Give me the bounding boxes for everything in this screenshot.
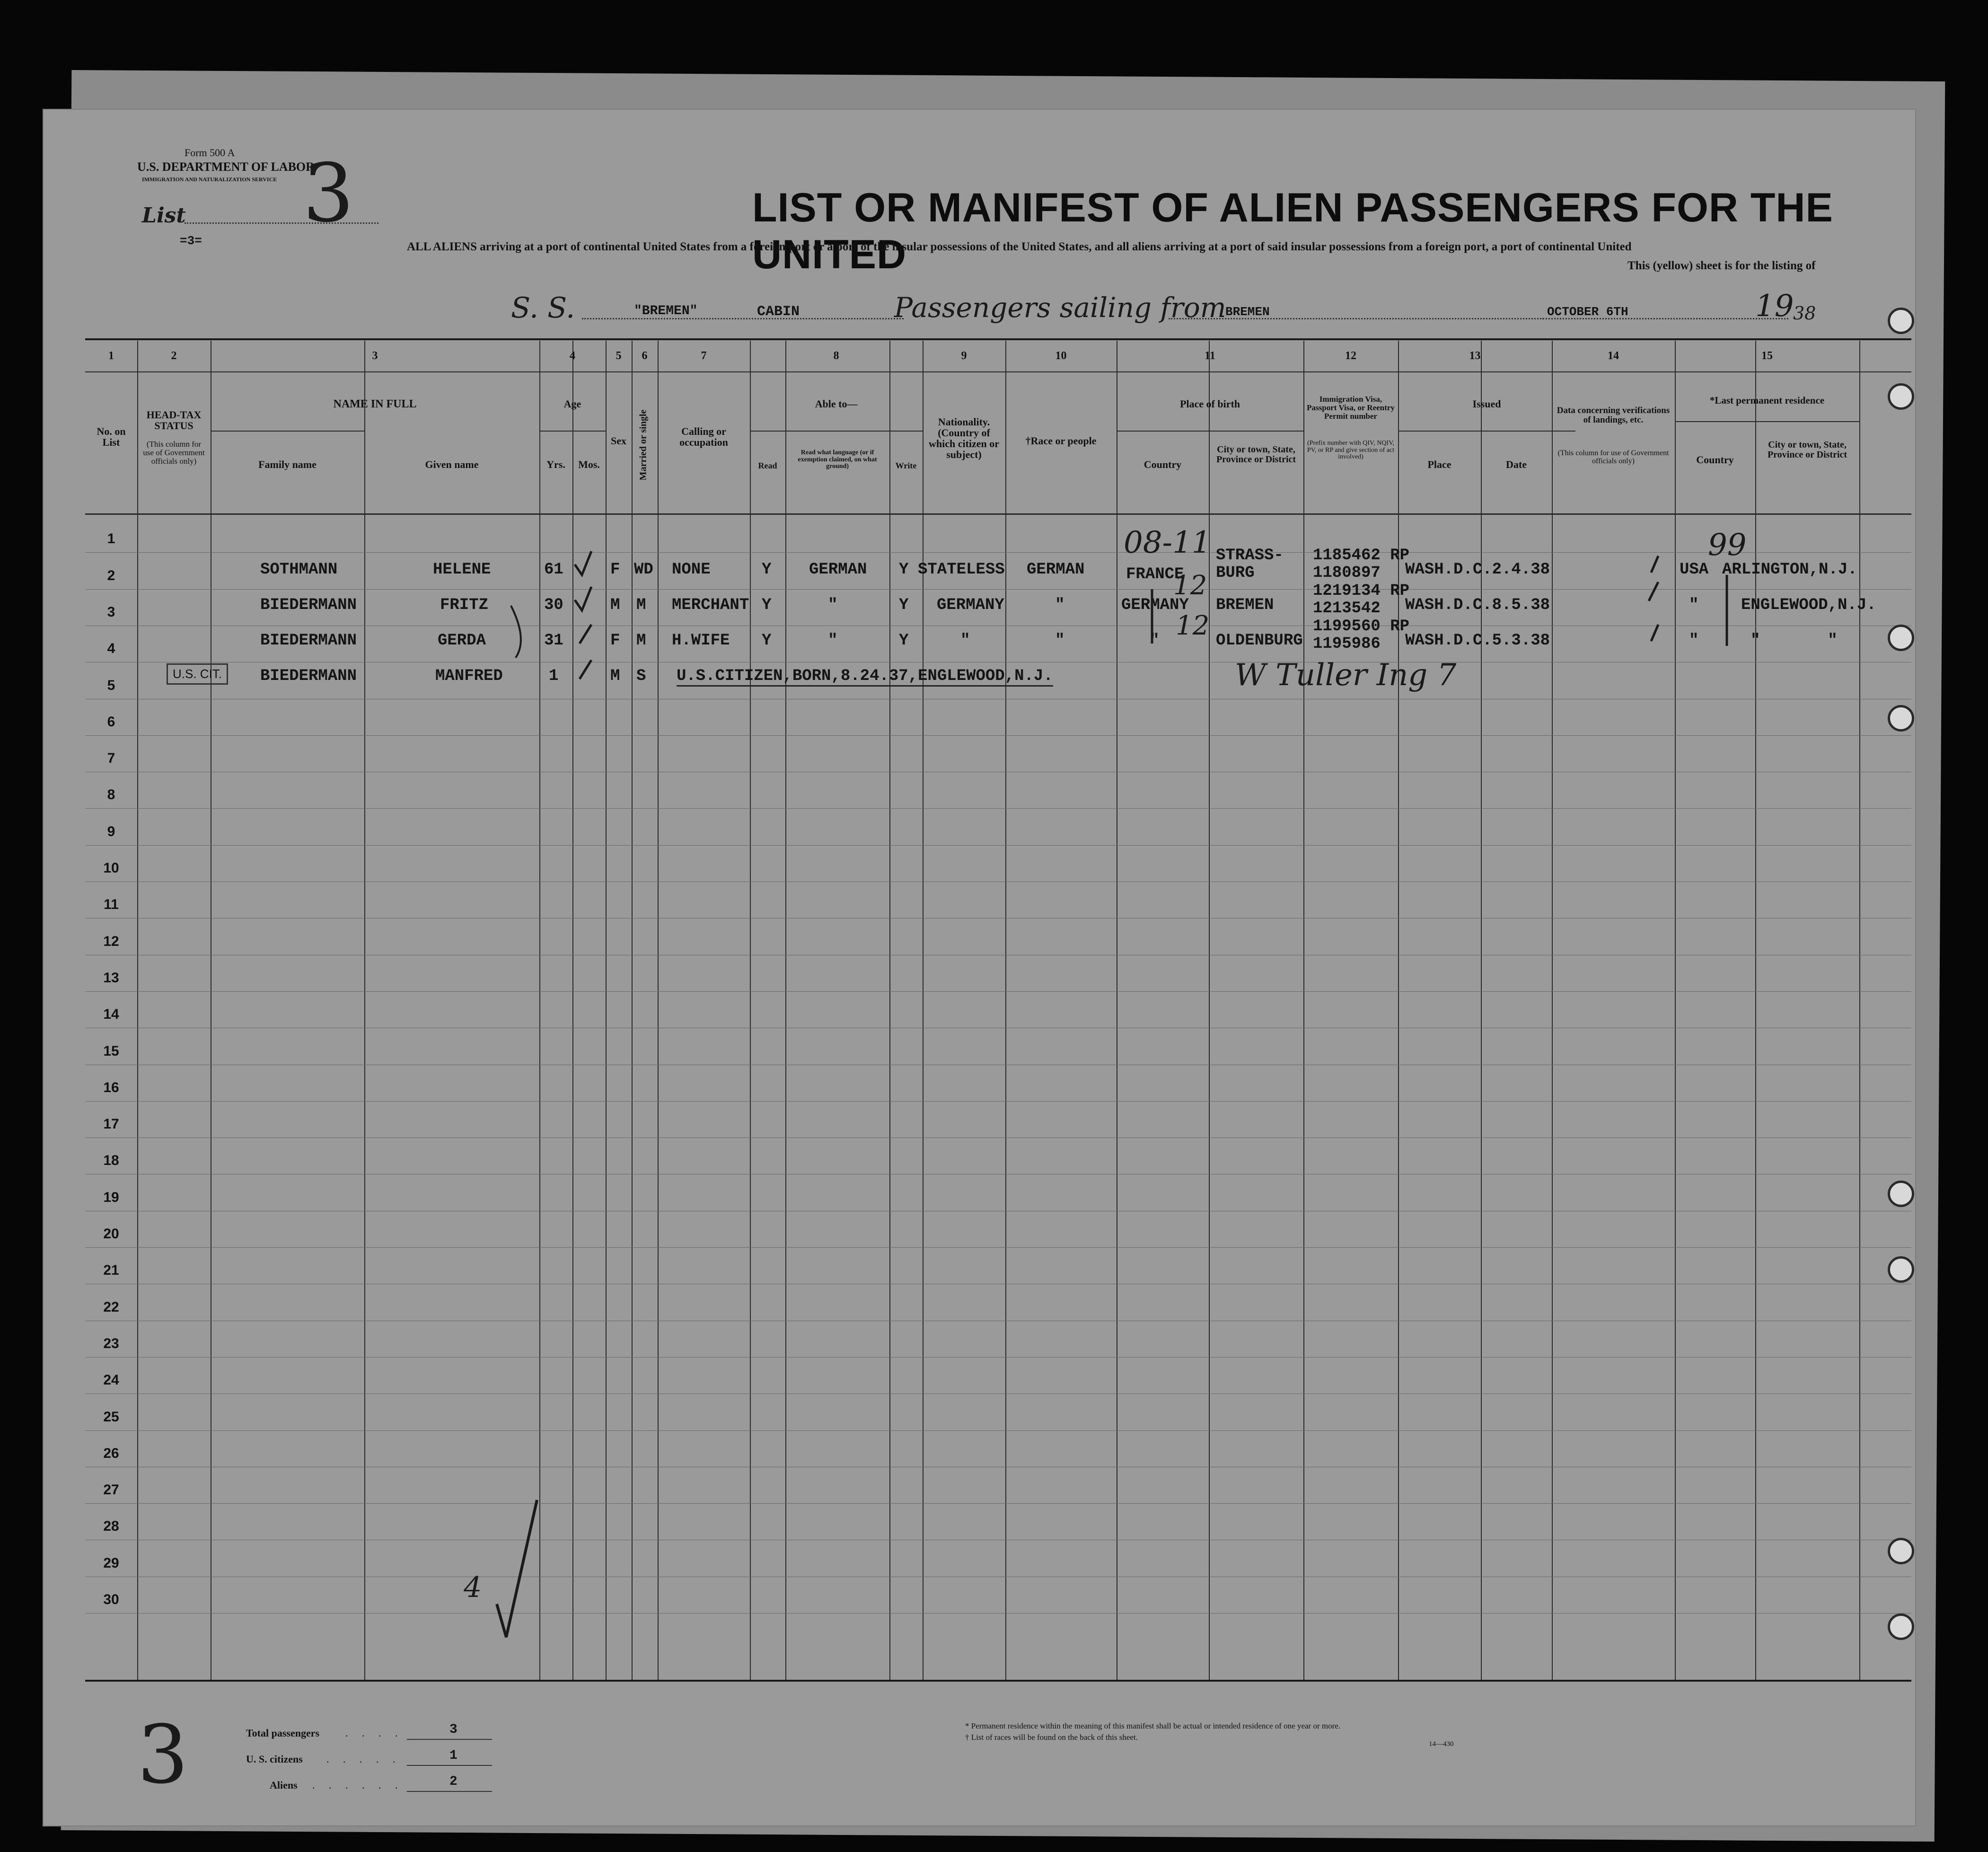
row4-given: MANFRED bbox=[435, 667, 503, 685]
hdr-write: Write bbox=[895, 461, 917, 470]
row-number: 25 bbox=[103, 1409, 119, 1425]
row-number: 15 bbox=[103, 1043, 119, 1059]
hdr-given-name: Given name bbox=[425, 459, 479, 470]
row1-bcountry: FRANCE bbox=[1126, 565, 1184, 583]
row3-rcity: " " bbox=[1750, 632, 1838, 650]
row1-family: SOTHMANN bbox=[260, 561, 338, 579]
pen-marks bbox=[43, 109, 1916, 1826]
manifest-sheet bbox=[43, 109, 1916, 1826]
handwritten-note: 12 bbox=[1173, 570, 1207, 601]
colnum-6: 6 bbox=[642, 350, 648, 362]
hdr-sex: Sex bbox=[611, 435, 626, 447]
us-citizen-stamp: U.S. CIT. bbox=[167, 663, 228, 685]
row3-bcity1: OLDENBURG bbox=[1216, 632, 1303, 650]
binder-hole bbox=[1888, 383, 1914, 410]
binder-hole bbox=[1888, 1181, 1914, 1207]
check-mark bbox=[1649, 582, 1658, 601]
row2-visa2: 1213542 bbox=[1313, 600, 1381, 617]
row-number: 9 bbox=[107, 823, 115, 839]
department: U.S. DEPARTMENT OF LABOR bbox=[137, 160, 315, 174]
row2-rcity: ENGLEWOOD,N.J. bbox=[1741, 596, 1876, 614]
handwritten-note: 4 bbox=[464, 1571, 482, 1604]
hdr-married: Married or single bbox=[638, 409, 649, 481]
subtitle-2: This (yellow) sheet is for the listing of bbox=[1627, 259, 1816, 272]
colnum-4: 4 bbox=[570, 350, 575, 362]
footnote-2: † List of races will be found on the back of this sheet. bbox=[965, 1733, 1138, 1742]
row3-sex: F bbox=[610, 632, 620, 650]
ss-label: S. S. bbox=[511, 291, 575, 325]
row2-sex: M bbox=[610, 596, 620, 614]
form-code: 14—430 bbox=[1429, 1740, 1454, 1748]
hdr-last-res: *Last permanent residence bbox=[1709, 395, 1825, 406]
rule bbox=[407, 1739, 492, 1740]
row-number: 2 bbox=[107, 567, 115, 583]
row3-rcountry: " bbox=[1689, 632, 1699, 650]
handwritten-note: 08-11 bbox=[1124, 525, 1211, 560]
list-number: 3 bbox=[303, 147, 354, 240]
row1-write: Y bbox=[899, 561, 909, 579]
hdr-yrs: Yrs. bbox=[546, 459, 565, 470]
binder-hole bbox=[1888, 308, 1914, 334]
hdr-able-to: Able to— bbox=[815, 398, 858, 410]
row4-family: BIEDERMANN bbox=[260, 667, 357, 685]
handwritten-note: 99 bbox=[1708, 528, 1747, 563]
hdr-nationality: Nationality. (Country of which citizen or subject) bbox=[928, 416, 1000, 461]
row-number: 19 bbox=[103, 1189, 119, 1205]
page-title: LIST OR MANIFEST OF ALIEN PASSENGERS FOR THE UNITED bbox=[752, 185, 1833, 277]
hdr-family-name: Family name bbox=[258, 459, 317, 470]
row-number: 18 bbox=[103, 1153, 119, 1169]
row-number: 23 bbox=[103, 1335, 119, 1351]
row3-race: " bbox=[1055, 632, 1065, 650]
row3-ms: M bbox=[636, 632, 646, 650]
handwritten-note: 3 bbox=[137, 1708, 189, 1802]
row-number: 13 bbox=[103, 970, 119, 986]
rule bbox=[407, 1765, 492, 1766]
row1-rcity: ARLINGTON,N.J. bbox=[1722, 561, 1857, 579]
row2-issued: WASH.D.C.8.5.38 bbox=[1405, 596, 1550, 614]
check-mark bbox=[580, 625, 591, 644]
ship-name: "BREMEN" bbox=[634, 304, 698, 318]
row1-sex: F bbox=[610, 561, 620, 579]
row4-occ: U.S.CITIZEN,BORN,8.24.37,ENGLEWOOD,N.J. bbox=[677, 667, 1053, 687]
colnum-15: 15 bbox=[1761, 350, 1773, 362]
binder-hole bbox=[1888, 705, 1914, 732]
hdr-visa-note: (Prefix number with QIV, NQIV, PV, or RP and give section of act involved) bbox=[1307, 440, 1395, 461]
row-number: 1 bbox=[107, 531, 115, 547]
hdr-date: Date bbox=[1506, 459, 1527, 470]
row2-yrs: 30 bbox=[544, 596, 563, 614]
row3-nat: " bbox=[960, 632, 970, 650]
hdr-name-in-full: NAME IN FULL bbox=[333, 398, 417, 410]
hdr-age: Age bbox=[563, 398, 581, 410]
us-citizens-label: U. S. citizens bbox=[246, 1753, 303, 1765]
hdr-head-tax: HEAD-TAX STATUS bbox=[146, 409, 202, 432]
check-mark bbox=[580, 660, 591, 679]
subtitle-1: ALL ALIENS arriving at a port of continental United States from a foreign port or a port of the insular possessions of the United States, and all aliens arriving at a port of said insular possessions from a foreign port, a port of continental United bbox=[407, 240, 1632, 253]
row1-ms: WD bbox=[634, 561, 653, 579]
hdr-res-country: Country bbox=[1696, 454, 1734, 466]
row-number: 27 bbox=[103, 1482, 119, 1498]
check-mark bbox=[575, 551, 591, 575]
row1-visa2: 1180897 bbox=[1313, 564, 1381, 582]
row-number: 6 bbox=[107, 714, 115, 730]
list-label: List bbox=[142, 203, 186, 228]
colnum-13: 13 bbox=[1469, 350, 1481, 362]
row-number: 30 bbox=[103, 1592, 119, 1607]
row2-bcity1: BREMEN bbox=[1216, 596, 1274, 614]
total-passengers-label: Total passengers bbox=[246, 1727, 320, 1739]
row1-visa1: 1185462 RP bbox=[1313, 547, 1410, 564]
colnum-14: 14 bbox=[1608, 350, 1619, 362]
row-number: 21 bbox=[103, 1262, 119, 1279]
row-number: 12 bbox=[103, 933, 119, 949]
check-mark bbox=[575, 587, 591, 610]
year-suffix: 38 bbox=[1793, 303, 1816, 324]
row4-sex: M bbox=[610, 667, 620, 685]
aliens-value: 2 bbox=[449, 1774, 457, 1789]
row-number: 8 bbox=[107, 787, 115, 803]
colnum-5: 5 bbox=[616, 350, 622, 362]
row-number: 10 bbox=[103, 860, 119, 876]
list-sub: =3= bbox=[180, 234, 202, 248]
row3-given: GERDA bbox=[438, 632, 486, 650]
initial-mark bbox=[511, 606, 521, 658]
aliens-label: Aliens bbox=[270, 1779, 298, 1791]
hdr-mos: Mos. bbox=[578, 459, 600, 470]
row1-read: Y bbox=[762, 561, 772, 579]
colnum-8: 8 bbox=[833, 350, 839, 362]
row-number: 7 bbox=[107, 750, 115, 767]
row2-given: FRITZ bbox=[440, 596, 489, 614]
row-number: 16 bbox=[103, 1079, 119, 1095]
row-number: 20 bbox=[103, 1226, 119, 1242]
row2-lang: " bbox=[828, 596, 838, 614]
handwritten-note: W Tuller Ing 7 bbox=[1235, 658, 1457, 693]
row1-nat: STATELESS bbox=[918, 561, 1005, 579]
row3-visa1: 1199560 RP bbox=[1313, 617, 1410, 635]
row3-write: Y bbox=[899, 632, 909, 650]
row1-race: GERMAN bbox=[1027, 561, 1085, 579]
row3-lang: " bbox=[828, 632, 838, 650]
dots: . . . . bbox=[345, 1727, 404, 1739]
rule bbox=[407, 1791, 492, 1792]
service: IMMIGRATION AND NATURALIZATION SERVICE bbox=[142, 176, 277, 183]
footnote-1: * Permanent residence within the meaning of this manifest shall be actual or intended residence of one year or more. bbox=[965, 1721, 1341, 1730]
row2-visa1: 1219134 RP bbox=[1313, 582, 1410, 600]
row2-race: " bbox=[1055, 596, 1065, 614]
hdr-no-on-list: No. on List bbox=[97, 425, 126, 449]
row-number: 28 bbox=[103, 1518, 119, 1535]
colnum-9: 9 bbox=[961, 350, 967, 362]
row2-ms: M bbox=[636, 596, 646, 614]
check-mark bbox=[1651, 556, 1658, 573]
colnum-10: 10 bbox=[1055, 350, 1067, 362]
hdr-place-of-birth: Place of birth bbox=[1179, 398, 1240, 410]
colnum-7: 7 bbox=[701, 350, 707, 362]
row2-read: Y bbox=[762, 596, 772, 614]
colnum-12: 12 bbox=[1345, 350, 1356, 362]
row-number: 26 bbox=[103, 1445, 119, 1461]
row2-occ: MERCHANT bbox=[672, 596, 749, 614]
row4-yrs: 1 bbox=[549, 667, 559, 685]
row-number: 24 bbox=[103, 1372, 119, 1388]
row3-yrs: 31 bbox=[544, 632, 563, 650]
row-number: 22 bbox=[103, 1299, 119, 1315]
handwritten-note: 12 bbox=[1176, 610, 1210, 641]
binder-hole bbox=[1888, 1256, 1914, 1283]
hdr-race: †Race or people bbox=[1025, 435, 1097, 447]
row2-family: BIEDERMANN bbox=[260, 596, 357, 614]
row3-visa2: 1195986 bbox=[1313, 635, 1381, 653]
hdr-res-city: City or town, State, Province or District bbox=[1767, 440, 1847, 460]
check-mark bbox=[1651, 625, 1658, 641]
dots: . . . . . . bbox=[312, 1779, 404, 1791]
hdr-place: Place bbox=[1427, 459, 1451, 470]
us-citizens-value: 1 bbox=[449, 1748, 457, 1763]
hdr-calling: Calling or occupation bbox=[679, 425, 728, 449]
ship-class: CABIN bbox=[757, 304, 800, 320]
row1-bcity1: STRASS- bbox=[1216, 547, 1284, 564]
colnum-3: 3 bbox=[372, 350, 378, 362]
colnum-2: 2 bbox=[171, 350, 177, 362]
row-number: 14 bbox=[103, 1006, 119, 1023]
row1-yrs: 61 bbox=[544, 561, 563, 579]
row3-bcountry: " bbox=[1150, 632, 1160, 650]
row-number: 3 bbox=[107, 604, 115, 620]
row1-rcountry: USA bbox=[1680, 561, 1709, 579]
row1-lang: GERMAN bbox=[809, 561, 867, 579]
row-number: 5 bbox=[107, 677, 115, 693]
row4-ms: S bbox=[636, 667, 646, 685]
row-number: 29 bbox=[103, 1555, 119, 1571]
row2-bcountry: GERMANY bbox=[1121, 596, 1189, 614]
dots: . . . . . bbox=[326, 1753, 401, 1765]
year-prefix: 19 bbox=[1755, 289, 1794, 324]
row1-bcity2: BURG bbox=[1216, 564, 1255, 582]
row1-issued: WASH.D.C.2.4.38 bbox=[1405, 561, 1550, 579]
port: BREMEN bbox=[1225, 305, 1270, 319]
colnum-1: 1 bbox=[108, 350, 114, 362]
hdr-read-lang: Read what language (or if exemption claimed, on what ground) bbox=[798, 449, 877, 470]
row2-nat: GERMANY bbox=[937, 596, 1004, 614]
row1-occ: NONE bbox=[672, 561, 711, 579]
check-mark bbox=[497, 1500, 537, 1637]
hdr-city: City or town, State, Province or District bbox=[1216, 444, 1296, 465]
hdr-issued: Issued bbox=[1472, 398, 1501, 410]
hdr-read: Read bbox=[758, 461, 777, 470]
form-number: Form 500 A bbox=[185, 147, 235, 159]
row-number: 4 bbox=[107, 641, 115, 657]
sailing-label: Passengers sailing from bbox=[894, 291, 1226, 324]
row2-rcountry: " bbox=[1689, 596, 1699, 614]
binder-hole bbox=[1888, 1538, 1914, 1564]
row-number: 11 bbox=[104, 897, 119, 913]
row3-occ: H.WIFE bbox=[672, 632, 730, 650]
binder-hole bbox=[1888, 1614, 1914, 1640]
row2-write: Y bbox=[899, 596, 909, 614]
row-number: 17 bbox=[103, 1116, 119, 1132]
hdr-data14: Data concerning verifications of landings, etc. bbox=[1557, 406, 1670, 425]
binder-hole bbox=[1888, 625, 1914, 651]
hdr-data14-note: (This column for use of Government officials only) bbox=[1557, 449, 1669, 465]
hdr-head-tax-note: (This column for use of Government officials only) bbox=[143, 440, 205, 466]
row3-issued: WASH.D.C.5.3.38 bbox=[1405, 632, 1550, 650]
row1-given: HELENE bbox=[433, 561, 491, 579]
sailing-date: OCTOBER 6TH bbox=[1547, 305, 1628, 319]
hdr-country: Country bbox=[1144, 459, 1182, 470]
colnum-11: 11 bbox=[1205, 350, 1215, 362]
hdr-visa: Immigration Visa, Passport Visa, or Reentry Permit number bbox=[1307, 395, 1395, 421]
total-passengers-value: 3 bbox=[449, 1722, 457, 1737]
row3-read: Y bbox=[762, 632, 772, 650]
row3-family: BIEDERMANN bbox=[260, 632, 357, 650]
